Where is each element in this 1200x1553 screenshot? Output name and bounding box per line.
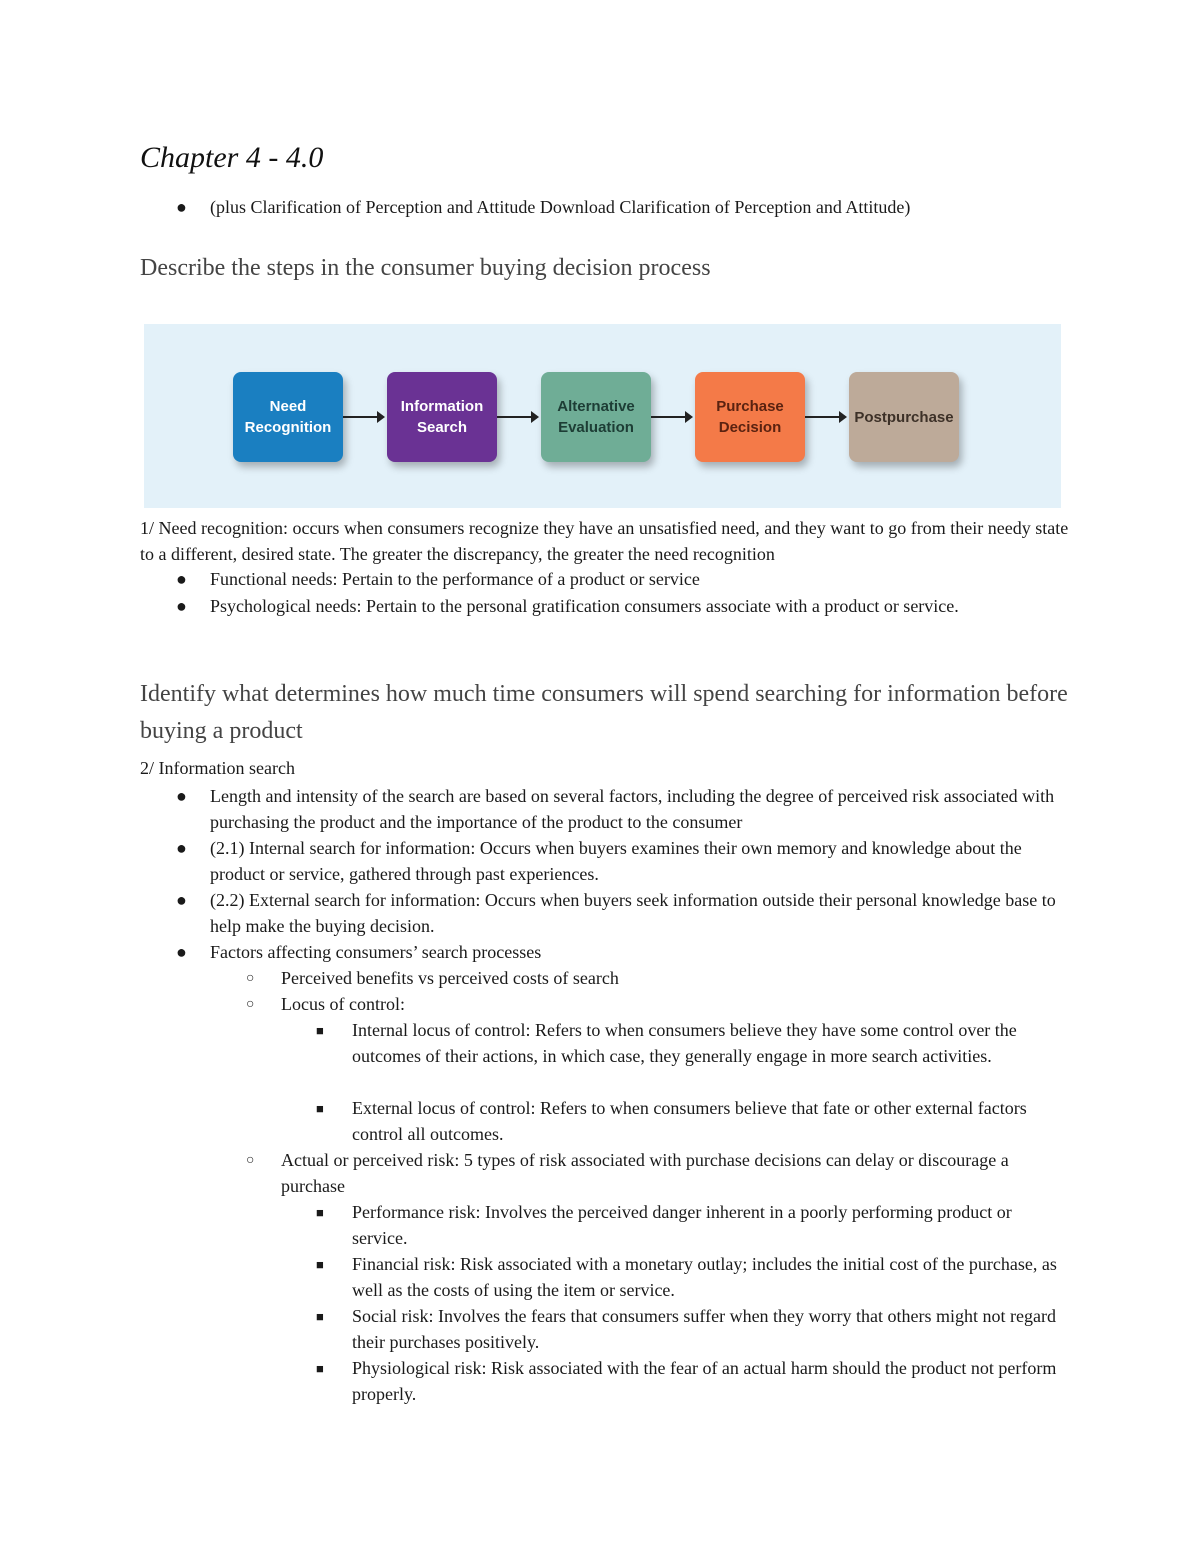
- internal-locus-item: Internal locus of control: Refers to when consumers believe they have some control over the outcomes of their actions, in which case, they generally engage in more search activities.: [352, 1020, 1017, 1066]
- functional-needs-item: Functional needs: Pertain to the performance of a product or service: [210, 569, 700, 589]
- section1-heading: Describe the steps in the consumer buying decision process: [140, 255, 711, 281]
- step-information-search: Information Search: [387, 372, 497, 462]
- perceived-risk-item: Actual or perceived risk: 5 types of risk associated with purchase decisions can delay or discourage a purchase: [281, 1150, 1009, 1196]
- buying-process-diagram: [144, 324, 1061, 508]
- information-search-subheading: 2/ Information search: [140, 758, 295, 778]
- bullet-square: ■: [316, 1361, 324, 1376]
- bullet-square: ■: [316, 1023, 324, 1038]
- bullet-dot: ●: [176, 569, 187, 589]
- arrow-icon: [805, 416, 845, 418]
- bullet-dot: ●: [176, 942, 187, 962]
- financial-risk-item: Financial risk: Risk associated with a monetary outlay; includes the initial cost of the purchase, as well as the costs of using the item or service.: [352, 1254, 1057, 1300]
- bullet-dot: ●: [176, 890, 187, 910]
- section2-heading: Identify what determines how much time consumers will spend searching for information before buying a product: [140, 681, 1068, 744]
- physiological-risk-item: Physiological risk: Risk associated with the fear of an actual harm should the product not perform properly.: [352, 1358, 1057, 1404]
- step-postpurchase: Postpurchase: [849, 372, 959, 462]
- bullet-square: ■: [316, 1257, 324, 1272]
- search-length-item: Length and intensity of the search are based on several factors, including the degree of perceived risk associated with purchasing the product and the importance of the product to the consumer: [210, 786, 1055, 832]
- social-risk-item: Social risk: Involves the fears that consumers suffer when they worry that others might not regard their purchases positively.: [352, 1306, 1056, 1352]
- benefits-costs-item: Perceived benefits vs perceived costs of search: [281, 968, 619, 988]
- external-locus-item: External locus of control: Refers to when consumers believe that fate or other external factors control all outcomes.: [352, 1098, 1027, 1144]
- bullet-dot: ●: [176, 838, 187, 858]
- bullet-square: ■: [316, 1309, 324, 1324]
- arrow-icon: [343, 416, 383, 418]
- step-need-recognition: Need Recognition: [233, 372, 343, 462]
- bullet-square: ■: [316, 1101, 324, 1116]
- bullet-circle: ○: [246, 1153, 255, 1168]
- need-recognition-paragraph: 1/ Need recognition: occurs when consumers recognize they have an unsatisfied need, and they want to go from their needy state to a different, desired state. The greater the discrepancy, the greater the need recognition: [140, 518, 1069, 564]
- intro-bullet-text: (plus Clarification of Perception and Attitude Download Clarification of Perception and Attitude): [210, 197, 911, 217]
- bullet-circle: ○: [246, 971, 255, 986]
- psychological-needs-item: Psychological needs: Pertain to the personal gratification consumers associate with a product or service.: [210, 596, 959, 616]
- bullet-dot: ●: [176, 197, 187, 217]
- arrow-icon: [651, 416, 691, 418]
- bullet-square: ■: [316, 1205, 324, 1220]
- external-search-item: (2.2) External search for information: Occurs when buyers seek information outside their personal knowledge base to help make the buying decision.: [210, 890, 1056, 936]
- internal-search-item: (2.1) Internal search for information: Occurs when buyers examines their own memory and knowledge about the product or service, gathered through past experiences.: [210, 838, 1022, 884]
- locus-of-control-item: Locus of control:: [281, 994, 405, 1014]
- bullet-dot: ●: [176, 596, 187, 616]
- bullet-circle: ○: [246, 997, 255, 1012]
- search-factors-item: Factors affecting consumers’ search processes: [210, 942, 542, 962]
- step-alternative-evaluation: Alternative Evaluation: [541, 372, 651, 462]
- chapter-title: Chapter 4 - 4.0: [140, 141, 324, 174]
- arrow-icon: [497, 416, 537, 418]
- step-purchase-decision: Purchase Decision: [695, 372, 805, 462]
- performance-risk-item: Performance risk: Involves the perceived danger inherent in a poorly performing product or service.: [352, 1202, 1012, 1248]
- bullet-dot: ●: [176, 786, 187, 806]
